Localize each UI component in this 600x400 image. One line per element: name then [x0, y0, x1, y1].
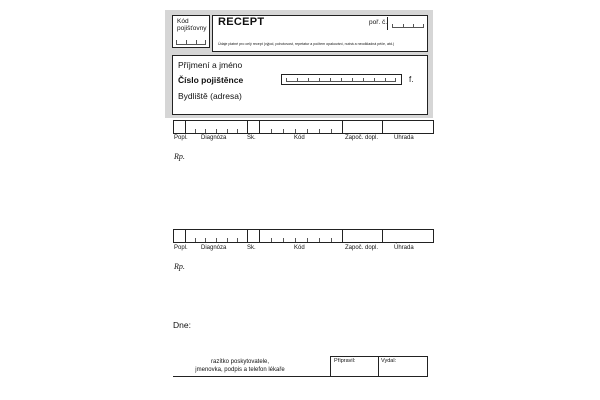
col-popl: Popl.	[174, 135, 188, 141]
order-number-label: poř. č.	[369, 19, 388, 26]
col-popl: Popl.	[174, 245, 188, 251]
col-zapoc-dopl: Započ. dopl.	[345, 135, 379, 141]
address-label: Bydliště (adresa)	[178, 91, 242, 101]
stamp-line-2: jmenovka, podpis a telefon lékaře	[195, 367, 285, 373]
prescription-note: Údaje platné pro celý recept (výjod, pohotovost, repetatur a počtem opakování, nutná a neodkladná péče, atd.)	[218, 42, 395, 46]
order-number-field[interactable]	[387, 17, 427, 30]
rp-label-2: Rp.	[174, 262, 185, 271]
code-row-2[interactable]	[173, 229, 434, 243]
code-row-1[interactable]	[173, 120, 434, 134]
rp-label-1: Rp.	[174, 152, 185, 161]
insurance-code-field[interactable]	[176, 38, 206, 45]
order-number-ticks	[392, 22, 424, 28]
dispense-box[interactable]	[330, 356, 428, 377]
col-sk: Sk.	[247, 245, 256, 251]
prepared-by-label: Připravil:	[334, 358, 356, 364]
col-diagnoza: Diagnóza	[201, 135, 227, 141]
insured-number-ticks	[286, 76, 396, 82]
col-uhrada: Úhrada	[394, 245, 414, 251]
col-zapoc-dopl: Započ. dopl.	[345, 245, 379, 251]
insured-suffix-label: f.	[409, 75, 414, 84]
col-uhrada: Úhrada	[394, 135, 414, 141]
insured-number-field[interactable]	[281, 74, 402, 85]
date-label: Dne:	[173, 320, 191, 330]
col-sk: Sk.	[247, 135, 256, 141]
stamp-line-1: razítko poskytovatele,	[210, 359, 270, 365]
stamp-caption	[185, 358, 295, 374]
insurance-code-box	[172, 15, 210, 48]
col-kod: Kód	[294, 135, 305, 141]
col-kod: Kód	[294, 245, 305, 251]
dispensed-by-label: Vydal:	[381, 358, 397, 364]
recept-header-box	[212, 15, 428, 52]
col-diagnoza: Diagnóza	[201, 245, 227, 251]
recept-title: RECEPT	[218, 16, 265, 28]
patient-box	[172, 55, 428, 115]
code-labels-1	[173, 135, 434, 143]
patient-name-label: Příjmení a jméno	[178, 60, 243, 70]
dispense-divider	[378, 357, 379, 376]
code-labels-2	[173, 245, 434, 253]
insurance-code-label: Kód pojišťovny	[177, 18, 207, 32]
insured-number-label: Číslo pojištěnce	[178, 75, 244, 85]
